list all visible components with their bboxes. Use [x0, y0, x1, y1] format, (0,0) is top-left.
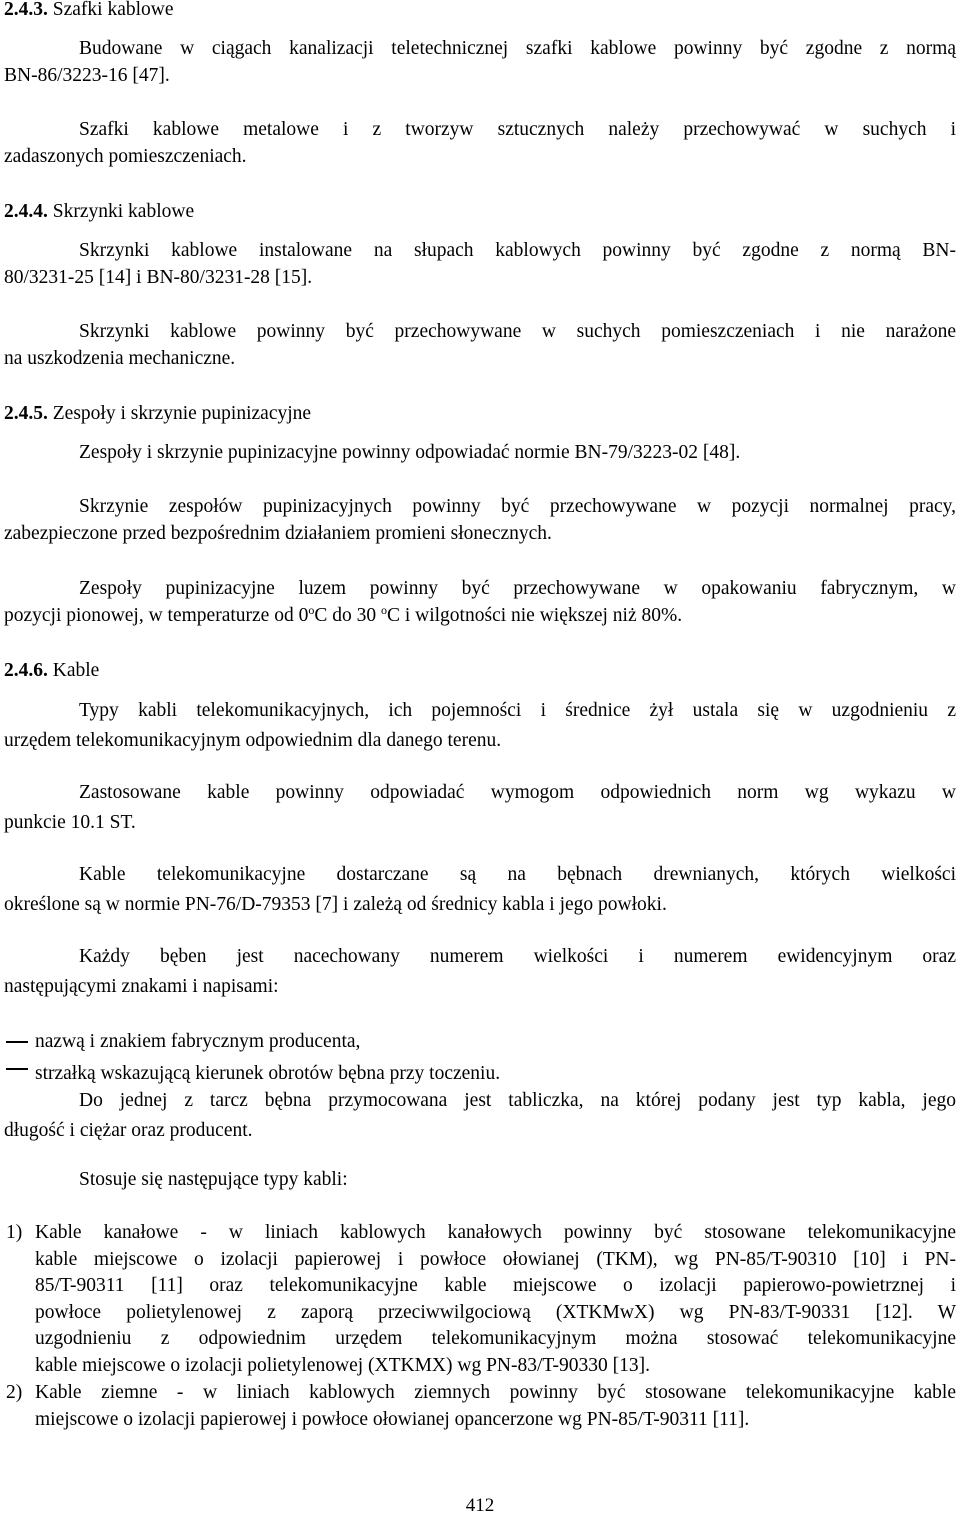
paragraph-line: Kable telekomunikacyjne dostarczane są na bębnach drewnianych, których wielkości — [79, 864, 956, 885]
list-item-number: 1) — [6, 1222, 23, 1243]
dash-bullet-icon — [6, 1068, 28, 1070]
list-item-cable-ground: Kable ziemne - w liniach kablowych ziemnych powinny być stosowane telekomunikacyjne kable miejscowe o izolacji papierowej i powłoce ołowianej opancerzone wg PN-85/T-90311 [11]. — [35, 1382, 956, 1430]
dash-list-item: strzałką wskazującą kierunek obrotów bębna przy toczeniu. — [35, 1063, 501, 1084]
list-item-cable-ducts: Kable kanałowe - w liniach kablowych kanałowych powinny być stosowane telekomunikacyjne kable miejscowe o izolacji papierowej i powłoce ołowianej (TKM), wg PN-85/T-90310 [10] i PN- 85/T-90311 [11] oraz telekomunikacyjne kable miejscowe o izolacji papierowo-powietrznej i powłoce polietylenowej z zaporą przeciwwilgociową (XTKMwX) wg PN-83/T-90331 [12]. W uzgodnieniu z odpowiednim urzędem telekomunikacyjnym można stosować telekomunikacyjne kable miejscowe o izolacji polietylenowej (XTKMX) wg PN-83/T-90330 [13]. — [35, 1222, 956, 1376]
paragraph-line: punkcie 10.1 ST. — [4, 812, 136, 833]
paragraph-line: zabezpieczone przed bezpośrednim działaniem promieni słonecznych. — [4, 523, 552, 544]
section-heading-2-4-4: 2.4.4. Skrzynki kablowe — [4, 201, 195, 222]
paragraph-line: określone są w normie PN-76/D-79353 [7] i zależą od średnicy kabla i jego powłoki. — [4, 894, 667, 915]
paragraph-line: Skrzynie zespołów pupinizacyjnych powinny być przechowywane w pozycji normalnej pracy, — [79, 496, 956, 517]
paragraph-line: następującymi znakami i napisami: — [4, 976, 279, 997]
paragraph-line: Zastosowane kable powinny odpowiadać wymogom odpowiednich norm wg wykazu w — [79, 782, 956, 803]
dash-list-item: nazwą i znakiem fabrycznym producenta, — [35, 1031, 361, 1052]
paragraph-line: Skrzynki kablowe powinny być przechowywane w suchych pomieszczeniach i nie narażone — [79, 321, 956, 342]
paragraph-line: 80/3231-25 [14] i BN-80/3231-28 [15]. — [4, 267, 313, 288]
paragraph-line: Szafki kablowe metalowe i z tworzyw sztucznych należy przechowywać w suchych i — [79, 119, 956, 140]
section-heading-2-4-5: 2.4.5. Zespoły i skrzynie pupinizacyjne — [4, 403, 312, 424]
paragraph-line: na uszkodzenia mechaniczne. — [4, 348, 236, 369]
paragraph-line: długość i ciężar oraz producent. — [4, 1120, 253, 1141]
paragraph-line: Skrzynki kablowe instalowane na słupach kablowych powinny być zgodne z normą BN- — [79, 240, 956, 261]
paragraph-line: Każdy bęben jest nacechowany numerem wielkości i numerem ewidencyjnym oraz — [79, 946, 956, 967]
paragraph-line: BN-86/3223-16 [47]. — [4, 65, 170, 86]
paragraph-line: Typy kabli telekomunikacyjnych, ich pojemności i średnice żył ustala się w uzgodnieniu z — [79, 700, 956, 721]
paragraph-line: Budowane w ciągach kanalizacji teletechnicznej szafki kablowe powinny być zgodne z normą — [79, 38, 956, 59]
dash-bullet-icon — [6, 1041, 28, 1043]
list-item-number: 2) — [6, 1382, 23, 1403]
paragraph-line: urzędem telekomunikacyjnym odpowiednim dla danego terenu. — [4, 730, 502, 751]
paragraph-line: Zespoły pupinizacyjne luzem powinny być przechowywane w opakowaniu fabrycznym, w — [79, 578, 956, 599]
paragraph-line: Do jednej z tarcz bębna przymocowana jest tabliczka, na której podany jest typ kabla, jego — [79, 1090, 956, 1111]
paragraph-line-temperature: pozycji pionowej, w temperaturze od 0$^o$C do 30 $^o$C i wilgotności nie większej niż 80%. — [4, 603, 683, 626]
section-heading-2-4-6: 2.4.6. Kable — [4, 660, 100, 681]
paragraph-line: Stosuje się następujące typy kabli: — [79, 1169, 348, 1190]
page-number: 412 — [465, 1495, 495, 1516]
paragraph-line: zadaszonych pomieszczeniach. — [4, 146, 247, 167]
paragraph-line: Zespoły i skrzynie pupinizacyjne powinny odpowiadać normie BN-79/3223-02 [48]. — [79, 442, 741, 463]
section-heading-2-4-3: 2.4.3. Szafki kablowe — [4, 0, 174, 20]
